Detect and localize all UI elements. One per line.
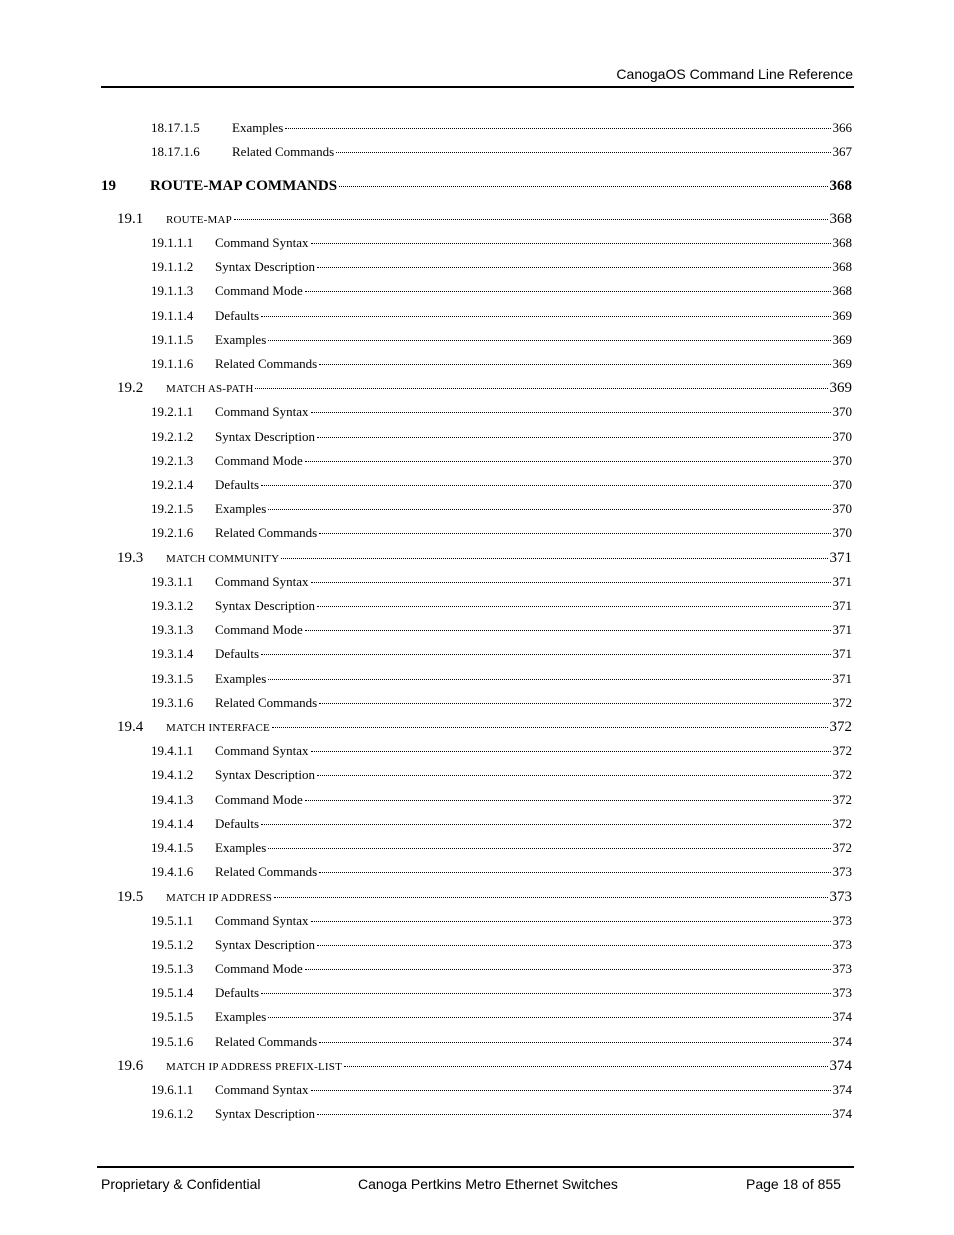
toc-entry-number: 19.1 [117,211,144,227]
toc-entry-page: 368 [832,235,852,250]
toc-entry-title: Defaults [215,477,260,492]
toc-entry-page: 371 [829,549,852,566]
toc-entry-page: 373 [829,888,852,905]
dot-leader [261,824,830,825]
dot-leader [268,340,830,341]
dot-leader [319,703,830,704]
toc-entry-page: 370 [832,477,852,492]
toc-entry-title: Syntax Description [215,936,316,952]
toc-entry-page: 370 [832,428,852,444]
toc-entry-number: 19.1.1.5 [151,331,194,347]
toc-entry-title: Related Commands [215,1033,318,1049]
toc-subsubsection-entry[interactable] [151,864,852,880]
toc-entry-title: Command Mode [215,452,303,468]
toc-entry-page: 368 [832,259,852,275]
dot-leader [305,969,831,970]
dot-leader [344,1066,827,1067]
dot-leader [317,945,830,946]
toc-entry-title: Examples [215,501,267,517]
toc-entry-number: 19.6.1.2 [151,1106,194,1122]
toc-entry-number: 19.2.1.1 [151,404,194,420]
toc-subsubsection-entry[interactable] [151,937,852,953]
toc-subsubsection-entry[interactable] [151,622,852,638]
dot-leader [305,291,831,292]
toc-entry-title: Command Syntax [215,235,309,250]
toc-subsubsection-entry[interactable] [151,144,852,160]
toc-entry-title: Related Commands [215,694,318,710]
toc-entry-title: Examples [215,331,267,347]
toc-entry-number: 19.2.1.3 [151,452,194,468]
toc-entry-page: 369 [832,331,852,347]
dot-leader [268,1017,830,1018]
toc-subsubsection-entry[interactable] [151,574,852,590]
toc-entry-page: 374 [832,1082,852,1097]
toc-subsubsection-entry[interactable] [151,120,852,136]
toc-entry-title: Command Mode [215,283,303,299]
toc-entry-number: 19.1.1.3 [151,283,194,299]
toc-subsubsection-entry[interactable] [151,453,852,469]
dot-leader [261,485,830,486]
toc-entry-title: MATCH INTERFACE [166,722,270,735]
toc-entry-title: Related Commands [215,356,318,371]
toc-entry-title: Syntax Description [215,259,316,275]
toc-entry-page: 372 [832,767,852,783]
dot-leader [319,872,830,873]
toc-entry-title: ROUTE-MAP COMMANDS [150,178,338,194]
dot-leader [317,606,830,607]
toc-entry-title: MATCH AS-PATH [166,383,254,396]
toc-entry-page: 369 [832,307,852,323]
toc-entry-number: 19.5.1.1 [151,912,194,928]
toc-entry-title: Examples [215,670,267,686]
dot-leader [305,461,831,462]
toc-entry-number: 19.3.1.6 [151,694,194,710]
dot-leader [272,727,828,728]
toc-entry-number: 19.5.1.2 [151,936,194,952]
toc-entry-page: 368 [829,178,852,194]
toc-entry-page: 371 [832,598,852,613]
dot-leader [285,128,830,129]
toc-entry-title: Command Syntax [215,573,309,589]
footer-confidential: Proprietary & Confidential [101,1176,261,1192]
toc-entry-title: MATCH IP ADDRESS PREFIX-LIST [166,1061,343,1073]
toc-chapter-entry[interactable] [101,178,852,195]
toc-entry-number: 18.17.1.6 [151,144,200,160]
toc-subsubsection-entry[interactable] [151,840,852,856]
toc-entry-title: Defaults [215,307,260,323]
toc-subsubsection-entry[interactable] [151,429,852,445]
toc-entry-page: 371 [832,622,852,638]
toc-entry-number: 19.3.1.4 [151,646,194,662]
footer-page-number: Page 18 of 855 [746,1176,841,1192]
dot-leader [317,437,830,438]
toc-entry-title: Command Mode [215,622,303,638]
dot-leader [261,654,830,655]
toc-entry-page: 371 [832,573,852,589]
toc-entry-number: 19.3.1.3 [151,622,194,638]
toc-entry-number: 19.5.1.3 [151,961,194,976]
toc-entry-page: 374 [829,1058,852,1074]
toc-entry-title: Command Syntax [215,404,309,420]
toc-subsubsection-entry[interactable] [151,235,852,251]
toc-entry-number: 19.6.1.1 [151,1082,194,1097]
toc-section-entry[interactable] [117,719,852,736]
running-header: CanogaOS Command Line Reference [616,66,853,82]
toc-entry-title: Syntax Description [215,598,316,613]
toc-entry-title: Defaults [215,646,260,662]
dot-leader [268,509,830,510]
dot-leader [311,1090,831,1091]
toc-entry-number: 19.4.1.5 [151,840,194,855]
toc-section-entry[interactable] [117,550,852,567]
toc-entry-page: 371 [832,670,852,686]
toc-entry-page: 373 [832,936,852,952]
toc-entry-number: 19.2.1.5 [151,501,194,517]
dot-leader [305,630,831,631]
toc-entry-title: Related Commands [215,864,318,880]
dot-leader [319,364,830,365]
toc-entry-number: 19.5.1.6 [151,1033,194,1049]
dot-leader [317,267,830,268]
toc-entry-title: Examples [215,840,267,855]
toc-subsubsection-entry[interactable] [151,695,852,711]
toc-entry-number: 19.5.1.4 [151,985,194,1001]
toc-entry-page: 373 [832,864,852,880]
toc-subsubsection-entry[interactable] [151,404,852,420]
toc-subsubsection-entry[interactable] [151,816,852,832]
toc-entry-number: 19.4.1.3 [151,791,194,807]
toc-entry-title: Examples [215,1009,267,1025]
dot-leader [274,897,827,898]
toc-entry-page: 373 [832,912,852,928]
dot-leader [255,388,827,389]
dot-leader [281,558,827,559]
toc-entry-number: 19.4.1.1 [151,743,194,759]
toc-subsubsection-entry[interactable] [151,308,852,324]
toc-entry-number: 19.3.1.1 [151,573,194,589]
toc-entry-page: 370 [832,404,852,420]
toc-entry-number: 19.1.1.1 [151,235,194,250]
toc-entry-title: Command Mode [215,961,303,976]
toc-section-entry[interactable] [117,1058,852,1075]
toc-entry-title: Syntax Description [215,1106,316,1122]
toc-entry-title: Related Commands [215,525,318,541]
toc-entry-number: 19.4.1.4 [151,815,194,831]
toc-entry-page: 371 [832,646,852,662]
toc-entry-page: 372 [832,791,852,807]
toc-subsubsection-entry[interactable] [151,501,852,517]
dot-leader [261,316,830,317]
toc-section-entry[interactable] [117,380,852,397]
toc-entry-title: ROUTE-MAP [166,214,232,226]
toc-subsubsection-entry[interactable] [151,1106,852,1122]
toc-entry-number: 19.3.1.2 [151,598,194,613]
footer-rule [97,1166,854,1168]
toc-subsubsection-entry[interactable] [151,671,852,687]
dot-leader [261,993,830,994]
dot-leader [234,219,828,220]
toc-entry-page: 370 [832,452,852,468]
dot-leader [317,1114,830,1115]
toc-entry-title: Defaults [215,815,260,831]
toc-entry-number: 19.3.1.5 [151,670,194,686]
toc-section-entry[interactable] [117,889,852,906]
toc-subsubsection-entry[interactable] [151,792,852,808]
toc-entry-title: Command Syntax [215,1082,309,1097]
toc-entry-title: Syntax Description [215,767,316,783]
toc-entry-page: 369 [832,356,852,371]
toc-entry-title: Examples [232,120,284,135]
dot-leader [311,751,831,752]
toc-entry-page: 367 [832,144,852,160]
toc-entry-number: 19.3 [117,549,144,566]
toc-entry-title: Command Syntax [215,912,309,928]
dot-leader [268,848,830,849]
toc-subsubsection-entry[interactable] [151,332,852,348]
dot-leader [311,582,831,583]
toc-entry-number: 18.17.1.5 [151,120,200,135]
toc-entry-page: 370 [832,501,852,517]
dot-leader [336,152,830,153]
toc-subsubsection-entry[interactable] [151,767,852,783]
toc-entry-page: 372 [832,840,852,855]
toc-entry-number: 19.4 [117,719,144,736]
toc-subsubsection-entry[interactable] [151,1034,852,1050]
toc-entry-title: MATCH IP ADDRESS [166,891,273,904]
toc-entry-number: 19.1.1.6 [151,356,194,371]
toc-entry-page: 372 [832,694,852,710]
toc-entry-number: 19.1.1.4 [151,307,194,323]
toc-subsubsection-entry[interactable] [151,913,852,929]
toc-subsubsection-entry[interactable] [151,525,852,541]
header-rule [101,86,854,88]
dot-leader [317,775,830,776]
toc-subsubsection-entry[interactable] [151,646,852,662]
toc-entry-page: 370 [832,525,852,541]
toc-entry-title: Defaults [215,985,260,1001]
toc-entry-number: 19.2.1.4 [151,477,194,492]
dot-leader [319,1042,830,1043]
toc-entry-title: Syntax Description [215,428,316,444]
toc-entry-number: 19.6 [117,1058,144,1074]
toc-entry-number: 19 [101,178,116,194]
toc-entry-title: Related Commands [232,144,335,160]
dot-leader [311,243,831,244]
toc-entry-title: MATCH COMMUNITY [166,552,280,565]
dot-leader [311,412,831,413]
toc-entry-number: 19.1.1.2 [151,259,194,275]
toc-section-entry[interactable] [117,211,852,228]
dot-leader [268,679,830,680]
toc-subsubsection-entry[interactable] [151,598,852,614]
toc-subsubsection-entry[interactable] [151,743,852,759]
toc-entry-page: 373 [832,961,852,976]
toc-entry-page: 373 [832,985,852,1001]
toc-entry-page: 372 [832,815,852,831]
toc-entry-number: 19.4.1.6 [151,864,194,880]
dot-leader [311,921,831,922]
toc-subsubsection-entry[interactable] [151,961,852,977]
toc-entry-number: 19.5 [117,888,144,905]
toc-entry-page: 374 [832,1009,852,1025]
toc-entry-page: 366 [832,120,852,135]
toc-entry-page: 372 [829,719,852,736]
toc-entry-page: 372 [832,743,852,759]
toc-entry-page: 369 [829,380,852,397]
toc-entry-number: 19.4.1.2 [151,767,194,783]
toc-subsubsection-entry[interactable] [151,985,852,1001]
toc-entry-number: 19.5.1.5 [151,1009,194,1025]
toc-subsubsection-entry[interactable] [151,259,852,275]
toc-entry-number: 19.2 [117,380,144,397]
toc-subsubsection-entry[interactable] [151,477,852,493]
toc-entry-page: 374 [832,1106,852,1122]
dot-leader [319,533,830,534]
toc-subsubsection-entry[interactable] [151,283,852,299]
toc-subsubsection-entry[interactable] [151,1009,852,1025]
toc-entry-title: Command Syntax [215,743,309,759]
toc-subsubsection-entry[interactable] [151,356,852,372]
dot-leader [339,186,827,187]
toc-entry-page: 374 [832,1033,852,1049]
toc-entry-title: Command Mode [215,791,303,807]
footer-product: Canoga Pertkins Metro Ethernet Switches [358,1176,618,1192]
toc-entry-page: 368 [829,211,852,227]
toc-entry-number: 19.2.1.6 [151,525,194,541]
toc-entry-page: 368 [832,283,852,299]
toc-entry-number: 19.2.1.2 [151,428,194,444]
dot-leader [305,800,831,801]
toc-subsubsection-entry[interactable] [151,1082,852,1098]
